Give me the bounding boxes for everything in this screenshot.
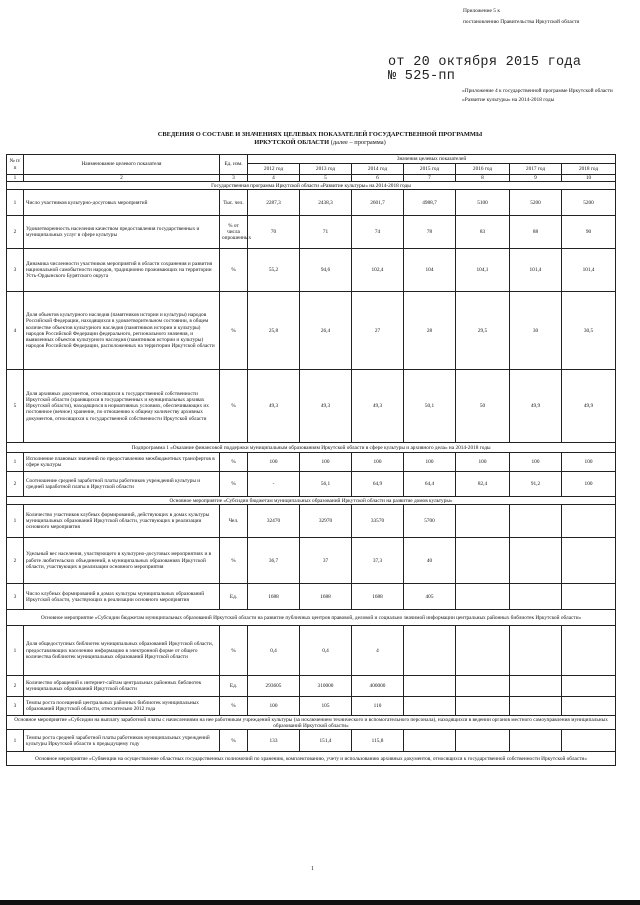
header-values-group: Значения целевых показателей (248, 155, 616, 164)
indicator-value: 1688 (248, 584, 300, 610)
column-number: 3 (220, 175, 248, 182)
title-subline: (далее – программа) (330, 139, 386, 146)
table-row (7, 190, 616, 216)
indicator-value: 115,8 (352, 730, 404, 752)
indicator-value (562, 584, 616, 610)
indicator-unit: % (220, 730, 248, 752)
indicator-value: 36,7 (248, 538, 300, 584)
indicator-value: 49,3 (248, 370, 300, 443)
indicator-value: 78 (404, 216, 456, 249)
indicator-value: 100 (352, 453, 404, 472)
indicator-value: 293605 (248, 676, 300, 697)
indicator-value: 105 (300, 697, 352, 716)
indicator-value: 100 (562, 472, 616, 497)
indicator-value: 90 (562, 216, 616, 249)
indicator-value (562, 538, 616, 584)
indicator-value: 82,4 (456, 472, 510, 497)
indicator-value (562, 505, 616, 538)
indicator-unit: % (220, 370, 248, 443)
section-title: Государственная программа Иркутской области «Развитие культуры» на 2014-2018 годы (7, 182, 616, 190)
indicator-value: 74 (352, 216, 404, 249)
indicator-value: 71 (300, 216, 352, 249)
indicator-value (456, 697, 510, 716)
row-number: 2 (7, 676, 24, 697)
indicator-value: 37 (300, 538, 352, 584)
indicator-value (456, 584, 510, 610)
appendix-line: Приложение 5 к (463, 8, 500, 14)
indicator-value: 1688 (300, 584, 352, 610)
column-number: 6 (352, 175, 404, 182)
table-row (7, 584, 616, 610)
table-row (7, 292, 616, 370)
column-number: 4 (248, 175, 300, 182)
header-year: 2017 год (510, 164, 562, 175)
header-year: 2015 год (404, 164, 456, 175)
indicator-value: 94,6 (300, 249, 352, 292)
indicator-value: 27 (352, 292, 404, 370)
indicator-unit: % (220, 538, 248, 584)
section-title: Основное мероприятие «Субвенции на осуществление областных государственных полномочий по хранению, комплектованию, учету и использованию архивных документов, относящихся к государственной собственности Иркутской области» (7, 752, 616, 766)
indicator-value: 100 (562, 453, 616, 472)
scan-edge (0, 900, 640, 905)
indicator-value (456, 505, 510, 538)
indicator-unit: % от числа опрошенных (220, 216, 248, 249)
indicator-name: Соотношение средней заработной платы работников учреждений культуры и средней заработной платы в Иркутской области (24, 472, 220, 497)
indicator-unit: Тыс. чел. (220, 190, 248, 216)
indicator-unit: Ед. (220, 676, 248, 697)
indicator-value: 100 (404, 453, 456, 472)
indicator-value: 151,4 (300, 730, 352, 752)
indicator-value: 405 (404, 584, 456, 610)
indicator-value: 110 (352, 697, 404, 716)
indicator-name: Количество участников клубных формирований, действующих в домах культуры муниципальных образований Иркутской области, участвующих в реализации основного мероприятия (24, 505, 220, 538)
indicator-value: 37,3 (352, 538, 404, 584)
indicator-value: 33570 (352, 505, 404, 538)
indicator-value: - (248, 472, 300, 497)
indicator-value: 2601,7 (352, 190, 404, 216)
indicator-value (404, 676, 456, 697)
indicator-value: 32470 (248, 505, 300, 538)
indicator-value: 29,5 (456, 292, 510, 370)
indicator-unit: % (220, 249, 248, 292)
indicator-value (510, 584, 562, 610)
table-row (7, 249, 616, 292)
header-row (7, 155, 616, 164)
table-row (7, 730, 616, 752)
indicator-value: 400000 (352, 676, 404, 697)
indicator-value: 49,3 (352, 370, 404, 443)
column-number: 1 (7, 175, 24, 182)
indicator-value: 100 (300, 453, 352, 472)
indicator-value: 64,4 (404, 472, 456, 497)
row-number: 3 (7, 697, 24, 716)
indicator-value: 50 (456, 370, 510, 443)
stamp-date: от 20 октября 2015 года (388, 55, 582, 70)
indicator-value: 26,4 (300, 292, 352, 370)
indicator-name: Число участников культурно-досуговых мероприятий (24, 190, 220, 216)
indicator-value (456, 626, 510, 676)
appendix-note (463, 6, 579, 28)
indicator-value: 83 (456, 216, 510, 249)
indicator-value: 49,3 (300, 370, 352, 443)
row-number: 1 (7, 730, 24, 752)
indicator-value: 64,9 (352, 472, 404, 497)
indicator-value (510, 626, 562, 676)
section-title: Основное мероприятие «Субсидии на выплату заработной платы с начислениями на нее работникам учреждений культуры (за исключением технического и вспомогательного персонала), находящихся в ведении органов местного самоуправления муниципальных образований Иркутской области» (7, 716, 616, 730)
indicator-value: 2287,3 (248, 190, 300, 216)
indicator-value: 100 (248, 453, 300, 472)
indicator-value: 4 (352, 626, 404, 676)
row-number: 1 (7, 626, 24, 676)
indicator-value (510, 538, 562, 584)
indicator-value: 102,4 (352, 249, 404, 292)
indicator-value (456, 676, 510, 697)
indicator-value: 88 (510, 216, 562, 249)
header-year: 2012 год (248, 164, 300, 175)
indicator-value (510, 697, 562, 716)
row-number: 1 (7, 190, 24, 216)
document-title (60, 131, 580, 147)
column-number: 7 (404, 175, 456, 182)
appendix-line: постановлению Правительства Иркутской области (463, 19, 580, 25)
page-number: 1 (311, 866, 314, 872)
table-row (7, 505, 616, 538)
column-number: 2 (24, 175, 220, 182)
indicator-value: 30 (510, 292, 562, 370)
indicator-value: 100 (248, 697, 300, 716)
indicator-name: Число клубных формирований в домах культуры муниципальных образований Иркутской области, участвующих в реализации основного мероприятия (24, 584, 220, 610)
indicator-value: 70 (248, 216, 300, 249)
indicator-name: Доля общедоступных библиотек муниципальных образований Иркутской области, предоставляющих населению информацию в электронной форме от общего количества библиотек муниципальных образований Иркутской области (24, 626, 220, 676)
header-unit: Ед. изм. (220, 155, 248, 175)
section-row (7, 610, 616, 626)
indicator-name: Исполнение плановых значений по предоставлению межбюджетных трансфертов в сфере культуры (24, 453, 220, 472)
indicator-name: Темпы роста посещений центральных районных библиотек муниципальных образований Иркутской области, относительно 2012 года (24, 697, 220, 716)
indicator-value: 2438,3 (300, 190, 352, 216)
header-year: 2013 год (300, 164, 352, 175)
indicator-value: 0,4 (300, 626, 352, 676)
indicator-unit: Чел. (220, 505, 248, 538)
indicator-value (562, 626, 616, 676)
row-number: 2 (7, 472, 24, 497)
indicator-unit: % (220, 697, 248, 716)
indicator-value: 30,5 (562, 292, 616, 370)
indicator-name: Доля архивных документов, относящихся к государственной собственности Иркутской области (хранящихся в государственных и муниципальных архивах Иркутской области), находящихся в нормативных условиях, обеспечивающих их постоянное (вечное) хранение, по отношению к общему количеству архивных документов, относящихся к государственной собственности Иркутской области (24, 370, 220, 443)
indicator-value: 1688 (352, 584, 404, 610)
indicator-value (562, 730, 616, 752)
section-title: Подпрограмма 1 «Оказание финансовой поддержки муниципальным образованиям Иркутской области в сфере культуры и архивного дела» на 2014-2018 годы (7, 443, 616, 453)
indicator-value (456, 730, 510, 752)
title-line: ИРКУТСКОЙ ОБЛАСТИ (254, 139, 330, 146)
indicator-value: 5100 (456, 190, 510, 216)
table-row (7, 538, 616, 584)
column-number: 9 (510, 175, 562, 182)
indicator-unit: % (220, 472, 248, 497)
indicator-value: 133 (248, 730, 300, 752)
indicator-value: 4988,7 (404, 190, 456, 216)
table-row (7, 676, 616, 697)
indicator-value: 25,8 (248, 292, 300, 370)
indicator-value (404, 697, 456, 716)
indicator-value (456, 538, 510, 584)
indicator-value: 104 (404, 249, 456, 292)
indicator-value: 49,9 (510, 370, 562, 443)
column-numbers-row (7, 175, 616, 182)
indicator-unit: % (220, 292, 248, 370)
header-year: 2018 год (562, 164, 616, 175)
row-number: 2 (7, 216, 24, 249)
row-number: 1 (7, 505, 24, 538)
indicator-unit: % (220, 453, 248, 472)
indicator-value: 32970 (300, 505, 352, 538)
indicator-value (510, 730, 562, 752)
indicator-value: 5700 (404, 505, 456, 538)
section-row (7, 716, 616, 730)
indicator-name: Удельный вес населения, участвующего в культурно-досуговых мероприятиях и в работе любительских объединений, в муниципальных образованиях Иркутской области, участвующих в реализации основного мероприятия (24, 538, 220, 584)
column-number: 8 (456, 175, 510, 182)
program-reference: «Приложение 4 к государственной программе Иркутской области «Развитие культуры» на 2014-2018 годы (462, 88, 613, 103)
indicator-value: 56,1 (300, 472, 352, 497)
title-line: СВЕДЕНИЯ О СОСТАВЕ И ЗНАЧЕНИЯХ ЦЕЛЕВЫХ ПОКАЗАТЕЛЕЙ ГОСУДАРСТВЕННОЙ ПРОГРАММЫ (157, 131, 483, 138)
indicator-value: 40 (404, 538, 456, 584)
indicator-name: Динамика численности участников мероприятий в области сохранения и развития национальной самобытности народов, традиционно проживающих на территории Усть-Ордынского Бурятского округа (24, 249, 220, 292)
indicator-unit: Ед. (220, 584, 248, 610)
indicator-name: Количество обращений к интернет-сайтам центральных районных библиотек муниципальных образований Иркутской области (24, 676, 220, 697)
indicator-value: 50,1 (404, 370, 456, 443)
indicator-name: Доля объектов культурного наследия (памятников истории и культуры) народов Российской Федерации, находящихся в удовлетворительном состоянии, в общем количестве объектов культурного наследия (памятников истории и культуры) народов Российской Федерации федерального, регионального значения, и выявленных объектов культурного наследия (памятников истории и культуры) народов Российской Федерации, расположенных на территории Иркутской области (24, 292, 220, 370)
indicator-value: 91,2 (510, 472, 562, 497)
indicator-value: 104,1 (456, 249, 510, 292)
column-number: 10 (562, 175, 616, 182)
indicator-value: 310000 (300, 676, 352, 697)
table-row (7, 216, 616, 249)
indicator-value: 28 (404, 292, 456, 370)
table-row (7, 472, 616, 497)
indicator-value: 55,2 (248, 249, 300, 292)
indicator-value (562, 697, 616, 716)
indicator-value (404, 730, 456, 752)
section-row (7, 182, 616, 190)
indicator-value (510, 676, 562, 697)
indicator-unit: % (220, 626, 248, 676)
section-title: Основное мероприятие «Субсидии бюджетам муниципальных образований Иркутской области на развитие публичных центров правовой, деловой и социально значимой информации центральных районных библиотек Иркутской области» (7, 610, 616, 626)
indicator-value: 101,4 (562, 249, 616, 292)
indicator-name: Удовлетворенность населения качеством предоставления государственных и муниципальных услуг в сфере культуры (24, 216, 220, 249)
indicators-table (6, 154, 616, 766)
resolution-stamp (388, 56, 581, 84)
row-number: 2 (7, 538, 24, 584)
indicator-value (404, 626, 456, 676)
stamp-number: № 525-пп (388, 69, 456, 84)
indicator-value (510, 505, 562, 538)
section-row (7, 497, 616, 505)
section-row (7, 752, 616, 766)
section-title: Основное мероприятие «Субсидии бюджетам муниципальных образований Иркутской области на развитие домов культуры» (7, 497, 616, 505)
indicator-value: 101,4 (510, 249, 562, 292)
column-number: 5 (300, 175, 352, 182)
row-number: 1 (7, 453, 24, 472)
indicator-value: 100 (510, 453, 562, 472)
row-number: 3 (7, 584, 24, 610)
row-number: 5 (7, 370, 24, 443)
header-year: 2016 год (456, 164, 510, 175)
indicator-value: 5200 (510, 190, 562, 216)
row-number: 3 (7, 249, 24, 292)
table-row (7, 697, 616, 716)
header-year: 2014 год (352, 164, 404, 175)
table-row (7, 453, 616, 472)
table-row (7, 370, 616, 443)
row-number: 4 (7, 292, 24, 370)
indicator-value (562, 676, 616, 697)
header-name: Наименование целевого показателя (24, 155, 220, 175)
indicator-value: 100 (456, 453, 510, 472)
indicator-value: 0,4 (248, 626, 300, 676)
indicator-name: Темпы роста средней заработной платы работников муниципальных учреждений культуры Иркутской области к предыдущему году (24, 730, 220, 752)
indicator-value: 5200 (562, 190, 616, 216)
section-row (7, 443, 616, 453)
table-row (7, 626, 616, 676)
indicator-value: 49,9 (562, 370, 616, 443)
header-num: № п/п (7, 155, 24, 175)
table-body (7, 155, 616, 766)
